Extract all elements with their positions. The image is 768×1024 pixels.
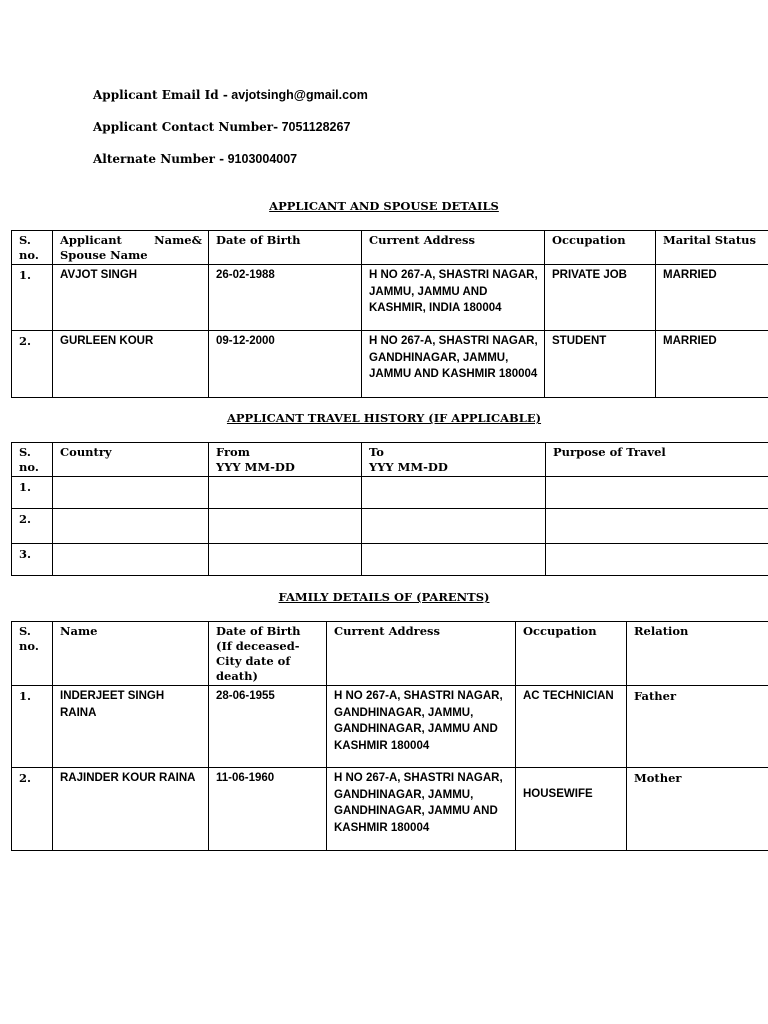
col-header-from: From YYY MM-DD [209, 443, 362, 477]
cell-name: RAJINDER KOUR RAINA [53, 768, 209, 851]
col-header-applicant-name: Applicant Name& Spouse Name [53, 231, 209, 265]
cell-purpose [546, 477, 768, 509]
col-header-address: Current Address [327, 622, 516, 686]
applicant-contact-line [93, 120, 350, 134]
table-header-row [12, 231, 768, 265]
cell-relation: Mother [627, 768, 768, 851]
col-header-dob: Date of Birth [209, 231, 362, 265]
family-details-table [11, 621, 768, 851]
col-header-marital-status: Marital Status [656, 231, 768, 265]
cell-address: H NO 267-A, SHASTRI NAGAR, GANDHINAGAR, JAMMU, GANDHINAGAR, JAMMU AND KASHMIR 180004 [327, 768, 516, 851]
table-row [12, 477, 768, 509]
cell-country [53, 544, 209, 576]
table-row [12, 265, 768, 331]
cell-from [209, 509, 362, 544]
cell-occupation: STUDENT [545, 331, 656, 398]
table-row [12, 686, 768, 768]
cell-marital-status: MARRIED [656, 331, 768, 398]
applicant-section-title: APPLICANT AND SPOUSE DETAILS [269, 199, 499, 213]
cell-occupation: PRIVATE JOB [545, 265, 656, 331]
table-header-row [12, 443, 768, 477]
col-header-address: Current Address [362, 231, 545, 265]
cell-dob: 26-02-1988 [209, 265, 362, 331]
cell-sno: 2. [12, 509, 53, 544]
applicant-spouse-table [11, 230, 768, 398]
col-header-sno: S. no. [12, 443, 53, 477]
phone-value: 7051128267 [281, 120, 351, 134]
cell-occupation: HOUSEWIFE [516, 768, 627, 851]
applicant-email-line [93, 88, 368, 102]
alternate-number-line [93, 152, 297, 166]
col-header-dob: Date of Birth (If deceased-City date of death) [209, 622, 327, 686]
cell-sno: 1. [12, 265, 53, 331]
cell-name: AVJOT SINGH [53, 265, 209, 331]
cell-sno: 2. [12, 331, 53, 398]
cell-sno: 3. [12, 544, 53, 576]
table-header-row [12, 622, 768, 686]
col-header-to: To YYY MM-DD [362, 443, 546, 477]
cell-dob: 28-06-1955 [209, 686, 327, 768]
cell-dob: 09-12-2000 [209, 331, 362, 398]
col-header-relation: Relation [627, 622, 768, 686]
alt-value: 9103004007 [227, 152, 298, 166]
cell-dob: 11-06-1960 [209, 768, 327, 851]
cell-purpose [546, 509, 768, 544]
cell-country [53, 509, 209, 544]
email-value: avjotsingh@gmail.com [231, 88, 368, 102]
col-header-purpose: Purpose of Travel [546, 443, 768, 477]
cell-from [209, 477, 362, 509]
cell-address: H NO 267-A, SHASTRI NAGAR, JAMMU, JAMMU AND KASHMIR, INDIA 180004 [362, 265, 545, 331]
cell-to [362, 509, 546, 544]
cell-name: INDERJEET SINGH RAINA [53, 686, 209, 768]
cell-from [209, 544, 362, 576]
cell-sno: 2. [12, 768, 53, 851]
email-label: Applicant Email Id - [93, 88, 228, 102]
table-row [12, 544, 768, 576]
cell-purpose [546, 544, 768, 576]
cell-sno: 1. [12, 686, 53, 768]
col-header-sno: S. no. [12, 622, 53, 686]
travel-history-table [11, 442, 768, 576]
phone-label: Applicant Contact Number- [93, 120, 279, 134]
col-header-country: Country [53, 443, 209, 477]
cell-relation: Father [627, 686, 768, 768]
cell-name: GURLEEN KOUR [53, 331, 209, 398]
col-header-sno: S. no. [12, 231, 53, 265]
cell-to [362, 544, 546, 576]
col-header-occupation: Occupation [545, 231, 656, 265]
table-row [12, 331, 768, 398]
cell-address: H NO 267-A, SHASTRI NAGAR, GANDHINAGAR, JAMMU, JAMMU AND KASHMIR 180004 [362, 331, 545, 398]
alt-label: Alternate Number - [93, 152, 225, 166]
table-row [12, 768, 768, 851]
col-header-occupation: Occupation [516, 622, 627, 686]
cell-country [53, 477, 209, 509]
cell-sno: 1. [12, 477, 53, 509]
cell-occupation: AC TECHNICIAN [516, 686, 627, 768]
cell-marital-status: MARRIED [656, 265, 768, 331]
cell-to [362, 477, 546, 509]
col-header-name: Name [53, 622, 209, 686]
family-section-title: FAMILY DETAILS OF (PARENTS) [278, 590, 490, 604]
travel-section-title: APPLICANT TRAVEL HISTORY (IF APPLICABLE) [226, 411, 542, 425]
cell-address: H NO 267-A, SHASTRI NAGAR, GANDHINAGAR, JAMMU, GANDHINAGAR, JAMMU AND KASHMIR 180004 [327, 686, 516, 768]
table-row [12, 509, 768, 544]
